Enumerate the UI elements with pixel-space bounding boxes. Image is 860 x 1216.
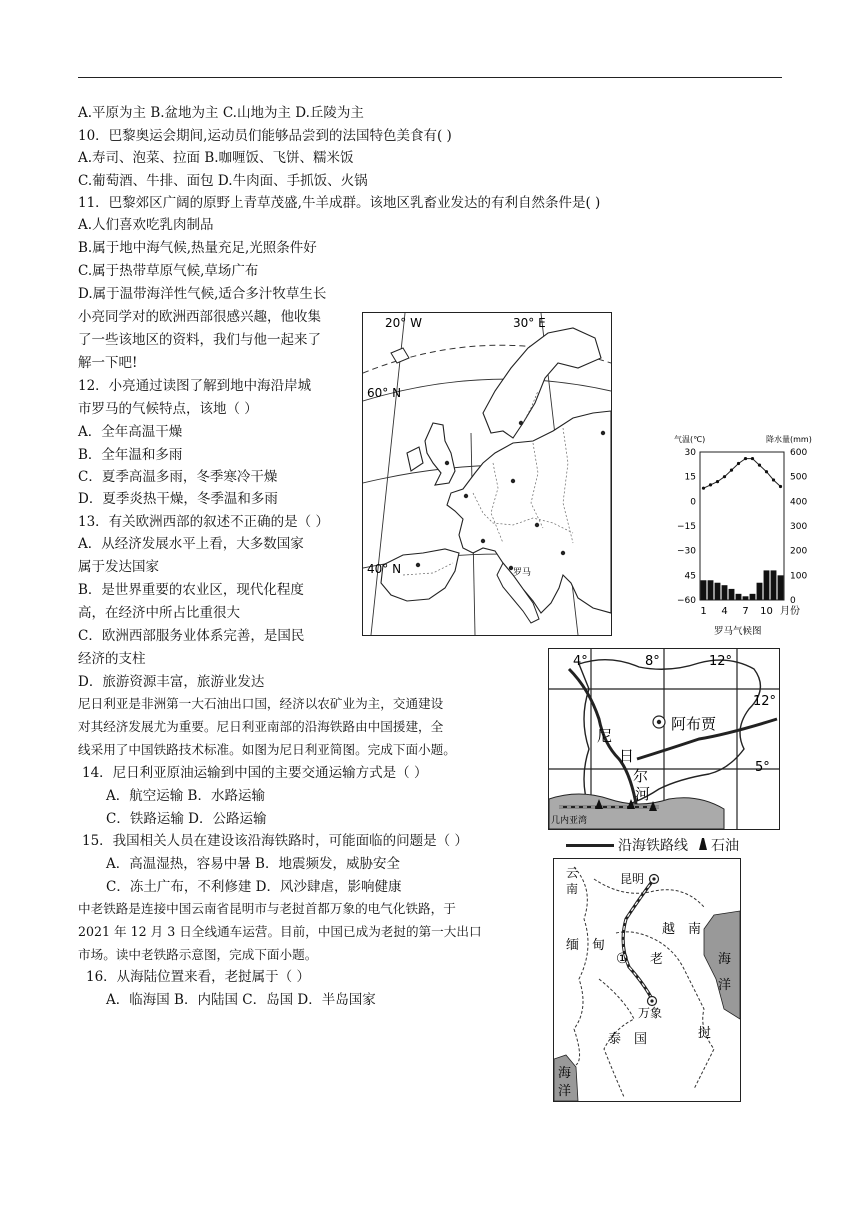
rome-climate-chart (670, 428, 820, 640)
precip-bar (743, 596, 749, 600)
laos-intro-1: 中老铁路是连接中国云南省昆明市与老挝首都万象的电气化铁路，于 (78, 901, 456, 916)
temp-point (772, 478, 775, 481)
q9-options: A.平原为主 B.盆地为主 C.山地为主 D.丘陵为主 (78, 105, 364, 121)
temp-tick-label: −15 (677, 522, 696, 532)
temp-line (704, 459, 781, 489)
intro-line-3: 解一下吧! (78, 355, 138, 371)
nigeria-legend (566, 834, 739, 856)
laos-char-2: 挝 (698, 1026, 712, 1041)
temp-point (779, 485, 782, 488)
q13-option-b-2: 高，在经济中所占比重很大 (78, 605, 240, 621)
precip-bar (736, 594, 742, 600)
temp-tick-label: −30 (677, 546, 696, 557)
x-unit-label: 月份 (780, 606, 800, 617)
intro-line-2: 了一些该地区的资料，我们与他一起来了 (78, 332, 321, 348)
month-tick-label: 1 (700, 606, 707, 617)
month-tick-label: 10 (760, 606, 773, 617)
precip-bar (729, 589, 735, 600)
q12-option-b: B．全年温和多雨 (78, 447, 183, 463)
nigeria-intro-2: 对其经济发展尤为重要。尼日利亚南部的沿海铁路由中国援建，全 (78, 719, 444, 734)
temp-point (758, 464, 761, 467)
temp-tick-label: −60 (677, 596, 696, 606)
q14-options-cd: C．铁路运输 D．公路运输 (106, 811, 267, 827)
river-char-2: 日 (619, 747, 635, 765)
myanmar-char-1: 缅 (566, 938, 580, 953)
precip-tick-label: 0 (790, 596, 796, 606)
lat-60n-label: 60° N (367, 386, 402, 400)
vietnam-char-2: 南 (688, 922, 702, 937)
temp-tick-label: 0 (690, 497, 696, 508)
temp-point (737, 462, 740, 465)
precip-tick-label: 400 (790, 497, 808, 508)
temp-point (702, 487, 705, 490)
q13-option-d: D．旅游资源丰富，旅游业发达 (78, 674, 265, 690)
q13-option-b-1: B．是世界重要的农业区，现代化程度 (78, 582, 304, 598)
lon-8-label: 8° (645, 654, 660, 669)
ocean-east-char-2: 洋 (718, 978, 732, 993)
month-tick-label: 7 (742, 606, 749, 617)
precip-bar (764, 570, 770, 600)
china-laos-railway-map (553, 858, 741, 1102)
lon-20w-label: 20° W (385, 316, 422, 330)
precip-tick-label: 600 (790, 448, 808, 458)
kunming-label: 昆明 (620, 872, 645, 886)
laos-intro-2: 2021 年 12 月 3 日全线通车运营。目前，中国已成为老挝的第一大出口 (78, 924, 482, 939)
q12-option-d: D．夏季炎热干燥，冬季温和多雨 (78, 491, 278, 507)
ocean-east-char-1: 海 (718, 952, 732, 967)
temp-point (730, 468, 733, 471)
q14-stem: 14．尼日利亚原油运输到中国的主要交通运输方式是（ ） (82, 765, 428, 781)
vietnam-char-1: 越 (662, 922, 676, 937)
temp-tick-label: 45 (684, 571, 696, 582)
laos-intro-3: 市场。读中老铁路示意图，完成下面小题。 (78, 947, 318, 962)
railway-marker-label: ① (616, 951, 629, 967)
q12-stem-1: 12．小亮通过读图了解到地中海沿岸城 (78, 378, 312, 394)
temp-axis-title: 气温(℃) (674, 435, 706, 444)
q15-stem: 15．我国相关人员在建设该沿海铁路时，可能面临的问题是（ ） (82, 833, 468, 849)
europe-west-map (362, 312, 612, 636)
temp-point (765, 470, 768, 473)
temp-point (709, 483, 712, 486)
yunnan-char-1: 云 (566, 866, 579, 880)
ocean-west-char-1: 海 (558, 1066, 572, 1081)
precip-bar (757, 583, 763, 600)
q12-stem-2: 市罗马的气候特点，该地（ ） (78, 401, 258, 417)
q12-option-a: A．全年高温干燥 (78, 424, 183, 440)
yunnan-char-2: 南 (566, 882, 579, 896)
month-tick-label: 4 (721, 606, 728, 617)
q13-option-a-2: 属于发达国家 (78, 559, 159, 575)
precip-bar (722, 585, 728, 600)
q13-option-c-1: C．欧洲西部服务业体系完善，是国民 (78, 628, 305, 644)
lon-12-label: 12° (709, 654, 733, 669)
lat-12-label: 12° (753, 694, 777, 709)
precip-bar (750, 594, 756, 600)
abuja-label: 阿布贾 (671, 715, 717, 733)
river-char-4: 河 (635, 785, 651, 803)
oil-icon (698, 837, 708, 854)
nigeria-map (548, 648, 780, 830)
temp-point (716, 480, 719, 483)
q15-options-ab: A．高温湿热，容易中暑 B．地震频发，威胁安全 (106, 856, 400, 872)
temp-point (723, 475, 726, 478)
rail-legend-label: 沿海铁路线 (618, 838, 688, 854)
thailand-char-2: 国 (634, 1032, 648, 1047)
precip-bar (771, 570, 777, 600)
precip-axis-title: 降水量(mm) (766, 435, 812, 444)
lon-4-label: 4° (573, 654, 588, 669)
q16-options: A．临海国 B．内陆国 C．岛国 D．半岛国家 (106, 992, 376, 1008)
river-char-3: 尔 (633, 767, 649, 785)
nigeria-intro-3: 线采用了中国铁路技术标准。如图为尼日利亚简图。完成下面小题。 (78, 742, 456, 757)
rail-legend-swatch (566, 844, 614, 847)
oil-legend-label: 石油 (711, 838, 739, 854)
gulf-label: 几内亚湾 (551, 816, 588, 826)
q13-stem: 13．有关欧洲西部的叙述不正确的是（ ） (78, 514, 329, 530)
q12-option-c: C．夏季高温多雨，冬季寒冷干燥 (78, 469, 278, 485)
q14-options-ab: A．航空运输 B．水路运输 (106, 788, 265, 804)
q10-stem: 10．巴黎奥运会期间,运动员们能够品尝到的法国特色美食有( ) (78, 128, 452, 144)
thailand-char-1: 泰 (608, 1032, 622, 1047)
temp-point (744, 457, 747, 460)
precip-bar (778, 575, 784, 600)
q11-option-c: C.属于热带草原气候,草场广布 (78, 263, 259, 279)
myanmar-char-2: 甸 (592, 938, 606, 953)
q11-option-a: A.人们喜欢吃乳肉制品 (78, 217, 214, 233)
q11-option-b: B.属于地中海气候,热量充足,光照条件好 (78, 240, 317, 256)
temp-point (751, 457, 754, 460)
q13-option-c-2: 经济的支柱 (78, 651, 146, 667)
q16-stem: 16．从海陆位置来看，老挝属于（ ） (86, 969, 310, 985)
q13-option-a-1: A．从经济发展水平上看，大多数国家 (78, 536, 304, 552)
lon-30e-label: 30° E (513, 316, 546, 330)
intro-line-1: 小亮同学对的欧洲西部很感兴趣，他收集 (78, 309, 321, 325)
precip-bar (715, 583, 721, 600)
precip-tick-label: 200 (790, 546, 808, 557)
ocean-west-char-2: 洋 (558, 1084, 572, 1099)
vientiane-label: 万象 (638, 1006, 663, 1020)
precip-bar (701, 580, 707, 600)
temp-tick-label: 15 (684, 472, 696, 483)
precip-tick-label: 100 (790, 571, 808, 582)
precip-tick-label: 500 (790, 472, 808, 483)
q10-options-ab: A.寿司、泡菜、拉面 B.咖喱饭、飞饼、糯米饭 (78, 150, 354, 166)
precip-tick-label: 300 (790, 522, 808, 532)
temp-tick-label: 30 (684, 448, 696, 458)
q11-option-d: D.属于温带海洋性气候,适合多汁牧草生长 (78, 286, 327, 302)
nigeria-intro-1: 尼日利亚是非洲第一大石油出口国，经济以农矿业为主，交通建设 (78, 696, 444, 711)
laos-char-1: 老 (650, 952, 664, 967)
lat-5-label: 5° (755, 760, 770, 775)
q10-options-cd: C.葡萄酒、牛排、面包 D.牛肉面、手抓饭、火锅 (78, 173, 368, 189)
q15-options-cd: C．冻土广布，不利修建 D．风沙肆虐，影响健康 (106, 879, 402, 895)
climate-caption: 罗马气候图 (714, 626, 762, 637)
river-char-1: 尼 (597, 727, 613, 745)
lat-40n-label: 40° N (367, 562, 402, 576)
rome-label: 罗马 (513, 568, 532, 578)
header-rule (78, 77, 782, 78)
precip-bar (708, 580, 714, 600)
q11-stem: 11．巴黎郊区广阔的原野上青草茂盛,牛羊成群。该地区乳畜业发达的有利自然条件是( ) (78, 195, 601, 211)
